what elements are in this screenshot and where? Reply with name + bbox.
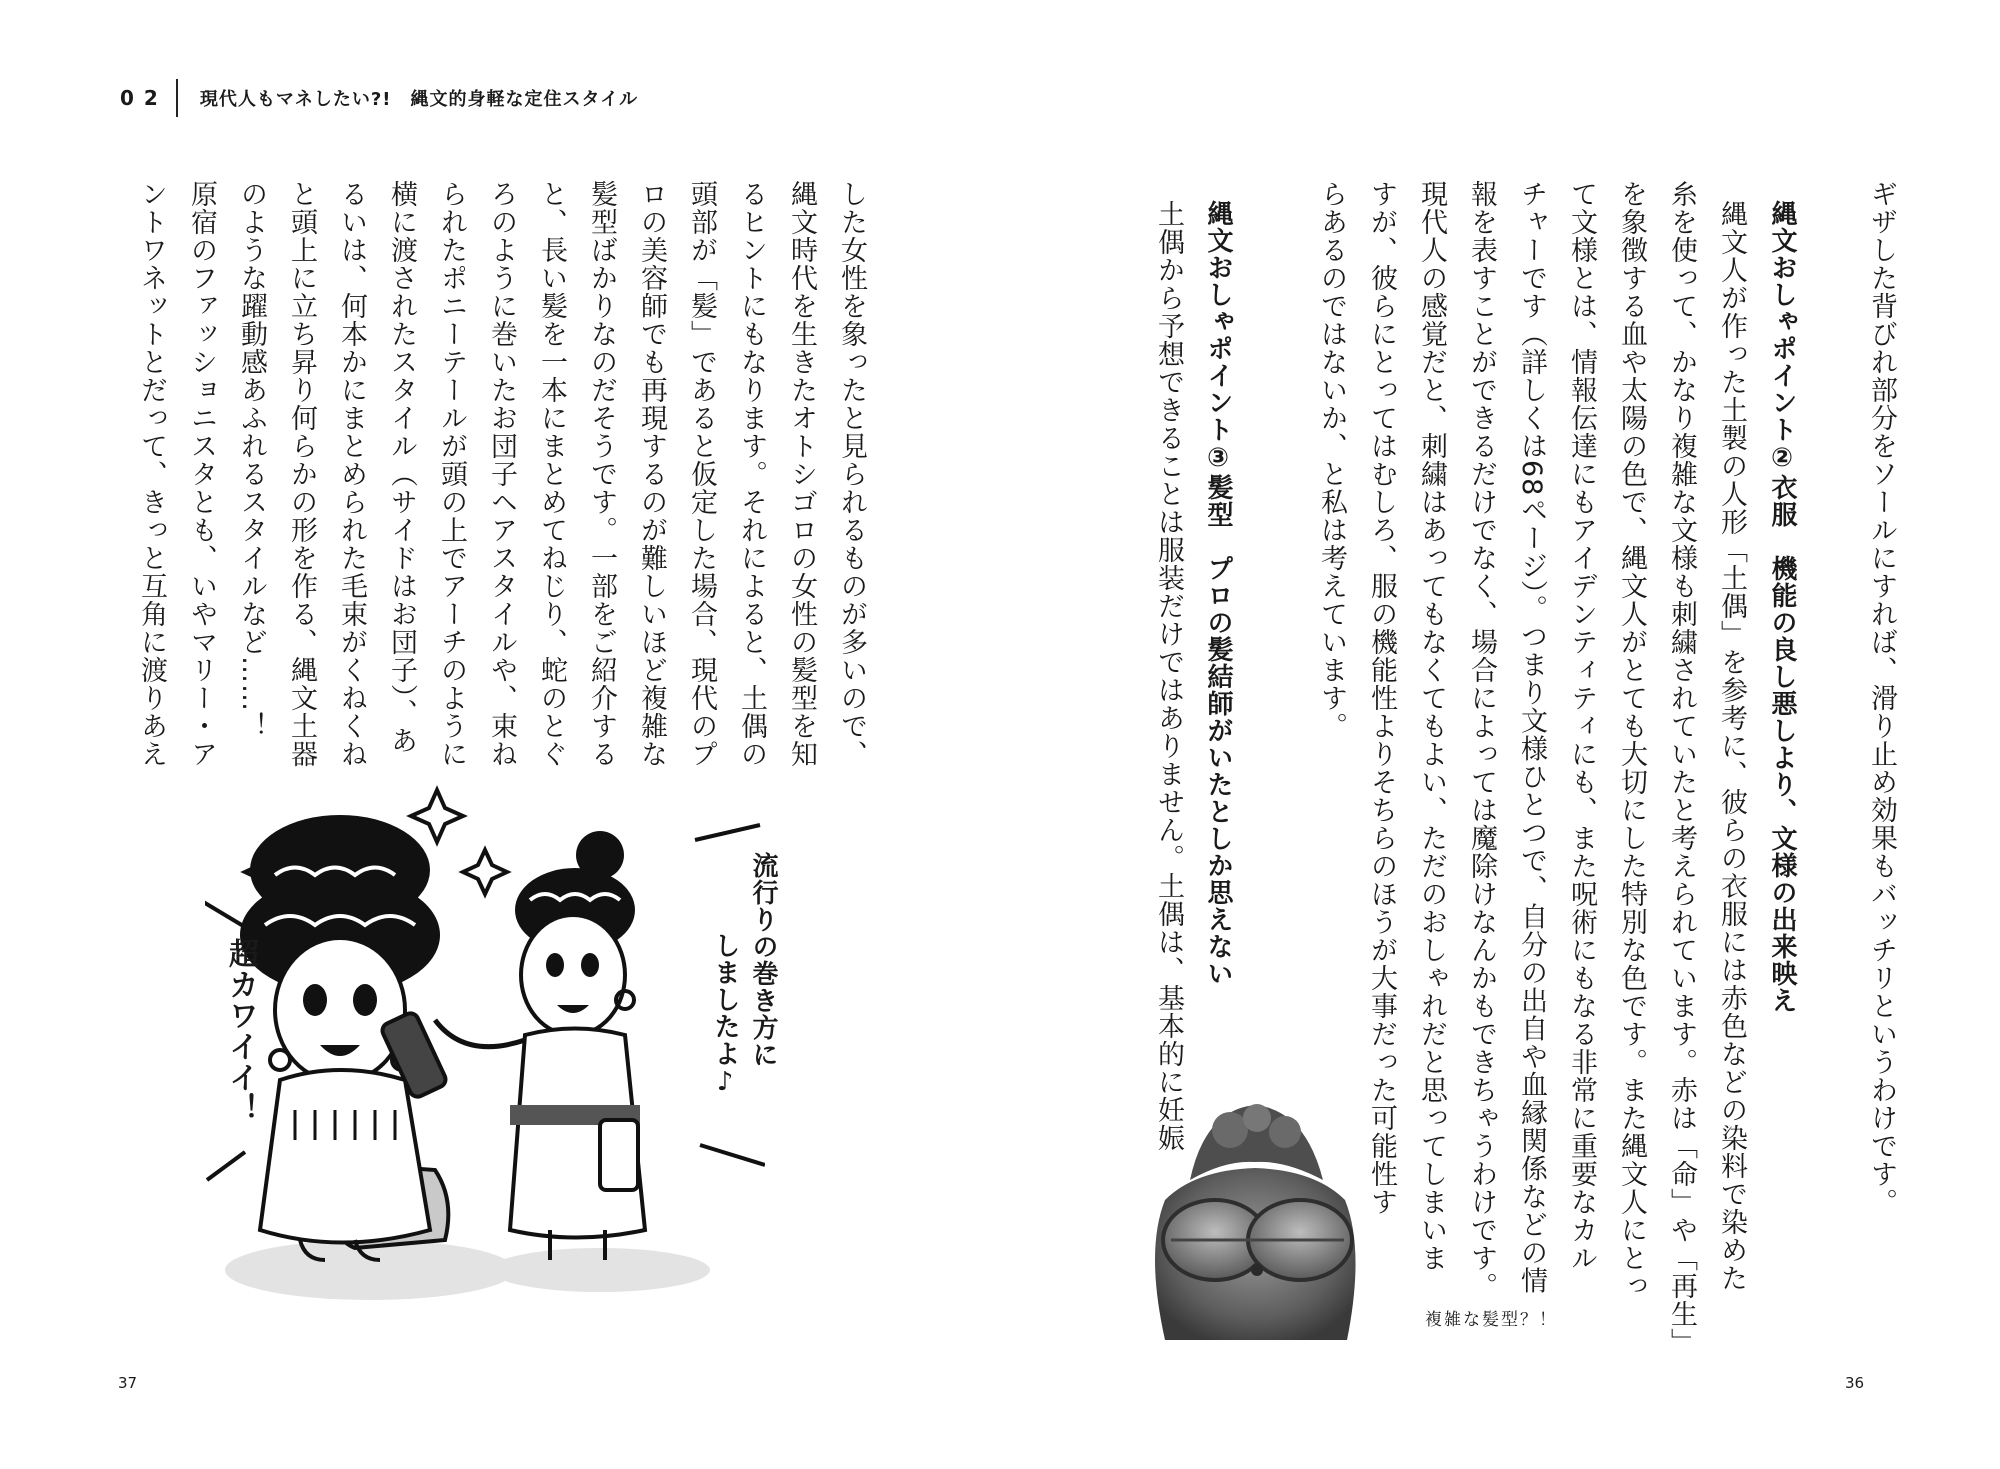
right-text-line: 現代人の感覚だと、刺繍はあってもなくてもよい、ただのおしゃれだと思ってしまいま (1416, 180, 1447, 1272)
left-text-line: した女性を象ったと見られるものが多いので、 (836, 180, 867, 768)
speech-bubble-right-line: 流行りの巻き方に (748, 852, 778, 1068)
dogu-figurine-photo (1135, 1090, 1375, 1340)
right-text-line: 縄文人が作った土製の人形「土偶」を参考に、彼らの衣服には赤色などの染料で染めた (1716, 200, 1747, 1292)
right-text-line: 報を表すことができるだけでなく、場合によっては魔除けなんかもできちゃうわけです。 (1466, 180, 1497, 1300)
page-number-left: 37 (118, 1374, 138, 1392)
left-text-line: ろのように巻いたお団子ヘアスタイルや、束ね (486, 180, 517, 768)
right-text-line: て文様とは、情報伝達にもアイデンティティにも、また呪術にもなる非常に重要なカル (1566, 180, 1597, 1272)
speech-bubble-left: 超カワイイ！ (223, 938, 258, 1124)
page-number-right: 36 (1845, 1374, 1865, 1392)
left-text-line: 横に渡されたスタイル（サイドはお団子）、あ (386, 180, 417, 755)
left-text-line: 髪型ばかりなのだそうです。一部をご紹介する (586, 180, 617, 768)
right-text-line: 糸を使って、かなり複雑な文様も刺繍されていたと考えられています。赤は「命」や「再生」 (1666, 180, 1697, 1356)
left-text-line: るヒントにもなります。それによると、土偶の (736, 180, 767, 768)
right-text-line: らあるのではないか、と私は考えています。 (1316, 180, 1347, 740)
right-text-line: を象徴する血や太陽の色で、縄文人がとても大切にした特別な色です。また縄文人にとっ (1616, 180, 1647, 1300)
right-text-line: チャーです（詳しくは68ページ）。つまり文様ひとつで、自分の出自や血縁関係などの情 (1516, 180, 1547, 1295)
right-text-line: すが、彼らにとってはむしろ、服の機能性よりそちらのほうが大事だった可能性す (1366, 180, 1397, 1216)
left-text-line: られたポニーテールが頭の上でアーチのように (436, 180, 467, 768)
left-text-line: ントワネットとだって、きっと互角に渡りあえ (136, 180, 167, 768)
section-heading-clothing: 縄文おしゃポイント②衣服 機能の良し悪しより、文様の出来映え (1767, 200, 1797, 1014)
hairdresser-illustration (205, 760, 765, 1320)
left-text-line: ロの美容師でも再現するのが難しいほど複雑な (636, 180, 667, 768)
right-text-line: 土偶から予想できることは服装だけではありません。土偶は、基本的に妊娠 (1153, 200, 1184, 1152)
left-text-line: るいは、何本かにまとめられた毛束がくねくね (336, 180, 367, 768)
right-text-line: ギザした背びれ部分をソールにすれば、滑り止め効果もバッチリというわけです。 (1866, 180, 1897, 1216)
section-heading-hair: 縄文おしゃポイント③髪型 プロの髪結師がいたとしか思えない (1203, 200, 1233, 987)
left-text-line: 頭部が「髪」であると仮定した場合、現代のプ (686, 180, 717, 768)
photo-caption: 複雑な髪型？！ (1425, 1310, 1558, 1330)
left-text-line: 原宿のファッショニスタとも、いやマリー・ア (186, 180, 217, 768)
running-head (120, 78, 638, 118)
divider (176, 79, 178, 117)
left-text-line: のような躍動感あふれるスタイルなど……！ (236, 180, 267, 740)
speech-bubble-right-line: しましたよ♪ (710, 932, 740, 1098)
left-text-line: と頭上に立ち昇り何らかの形を作る、縄文土器 (286, 180, 317, 768)
left-text-line: 縄文時代を生きたオトシゴロの女性の髪型を知 (786, 180, 817, 768)
chapter-number: 02 (120, 86, 168, 110)
chapter-title: 現代人もマネしたい?! 縄文的身軽な定住スタイル (199, 89, 639, 110)
left-text-line: と、長い髪を一本にまとめてねじり、蛇のとぐ (536, 180, 567, 768)
